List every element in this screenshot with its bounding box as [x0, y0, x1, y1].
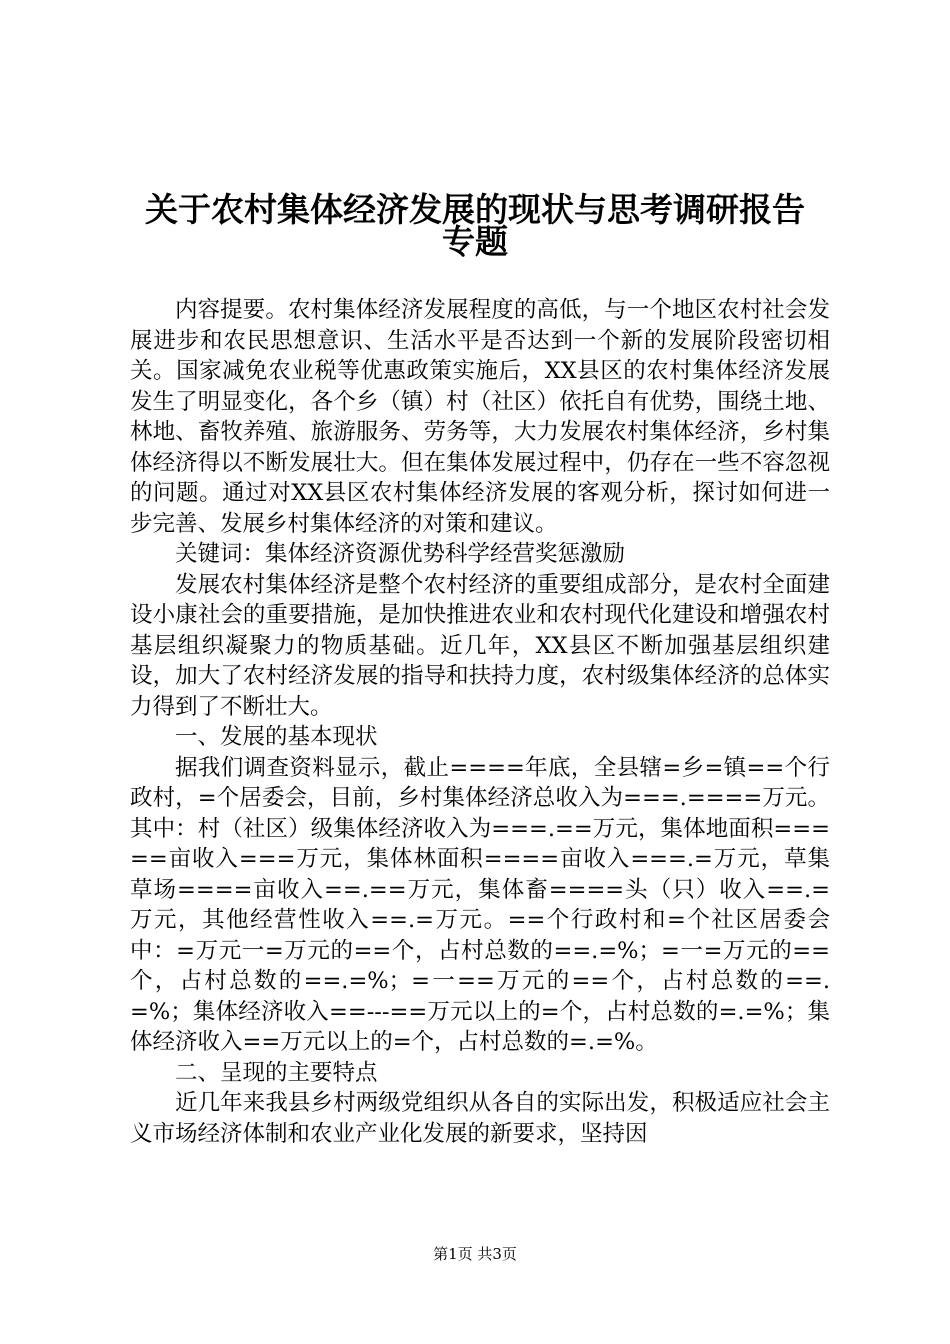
- section-heading-2: 二、呈现的主要特点: [175, 1059, 378, 1086]
- document-body: [130, 295, 830, 1149]
- status-paragraph: 据我们调查资料显示，截止====年底，全县辖=乡=镇==个行政村，=个居委会，目前，乡村集体经济总收入为===.====万元。其中：村（社区）级集体经济收入为===.==万元，集体地面积=====亩收入===万元，集体林面积====亩收入===.=万元，草集草场====亩收入==.==万元，集体畜====头（只）收入==.=万元，其他经营性收入==.=万元。==个行政村和=个社区居委会中：=万元一=万元的==个，占村总数的==.=%；=一=万元的==个，占村总数的==.=%；=一==万元的==个，占村总数的==.=%；集体经济收入==---==万元以上的=个，占村总数的=.=%；集体经济收入==万元以上的=个，占村总数的=.=%。: [130, 754, 830, 1055]
- page-footer: 第1页 共3页: [433, 1245, 517, 1263]
- section-heading-1: 一、发展的基本现状: [175, 724, 378, 750]
- abstract-paragraph: 内容提要。农村集体经济发展程度的高低，与一个地区农村社会发展进步和农民思想意识、生活水平是否达到一个新的发展阶段密切相关。国家减免农业税等优惠政策实施后，XX县区的农村集体经济发展发生了明显变化，各个乡（镇）村（社区）依托自有优势，围绕土地、林地、畜牧养殖、旅游服务、劳务等，大力发展农村集体经济，乡村集体经济得以不断发展壮大。但在集体发展过程中，仍存在一些不容忽视的问题。通过对XX县区农村集体经济发展的客观分析，探讨如何进一步完善、发展乡村集体经济的对策和建议。: [130, 297, 830, 537]
- document-title-continued: 专题: [442, 222, 508, 261]
- keywords-paragraph: 关键词：集体经济资源优势科学经营奖惩激励: [175, 541, 626, 567]
- document-title: 关于农村集体经济发展的现状与思考调研报告: [145, 190, 805, 229]
- features-paragraph: 近几年来我县乡村两级党组织从各自的实际出发，积极适应社会主义市场经济体制和农业产业化发展的新要求，坚持因: [130, 1090, 830, 1147]
- intro-paragraph: 发展农村集体经济是整个农村经济的重要组成部分，是农村全面建设小康社会的重要措施，是加快推进农业和农村现代化建设和增强农村基层组织凝聚力的物质基础。近几年，XX县区不断加强基层组织建设，加大了农村经济发展的指导和扶持力度，农村级集体经济的总体实力得到了不断壮大。: [130, 571, 830, 720]
